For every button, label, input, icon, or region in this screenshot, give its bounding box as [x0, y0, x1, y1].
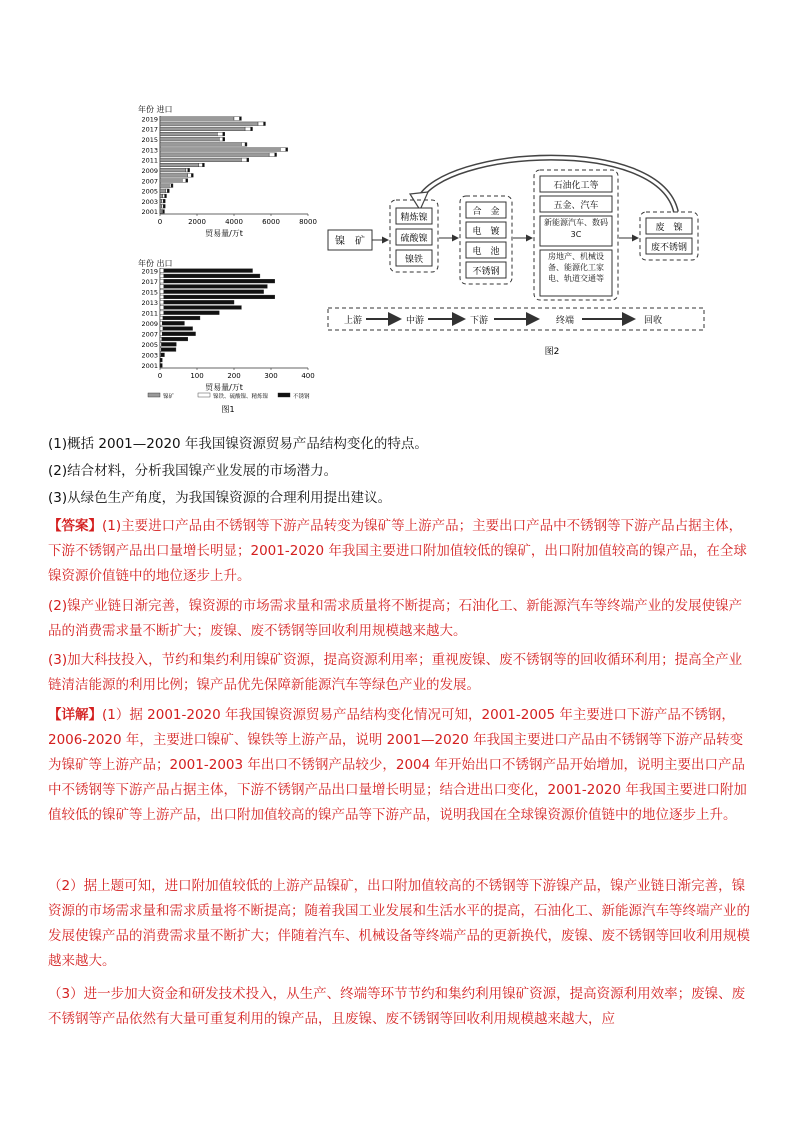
chart-2-bar-2016-3	[164, 285, 268, 289]
chart-2-bar-2015-2	[160, 290, 164, 294]
chart-1-bar-2008-2	[188, 174, 192, 178]
chart-2-bar-2013-2	[160, 300, 164, 304]
chart-1-bar-2010-2	[199, 163, 203, 167]
svg-text:石油化工等: 石油化工等	[553, 181, 599, 191]
chart-1-bar-2018-3	[264, 122, 266, 126]
chart-1-ytick-2019: 2019	[141, 115, 158, 124]
chart-2-bar-2006-2	[160, 337, 162, 341]
chart-1-ytick-2005: 2005	[141, 187, 158, 196]
chart-2-bar-2011-2	[160, 311, 164, 315]
chart-1-bar-2017-2	[245, 127, 251, 131]
chart-legend-label-1: 镍矿	[163, 394, 175, 400]
svg-text:合 金: 合 金	[472, 207, 500, 217]
detail-tag: 【详解】	[48, 707, 102, 723]
chart-2-xtick-400: 400	[301, 372, 315, 380]
chart-1-bar-2009-1	[160, 168, 186, 172]
chart-2-ytick-2003: 2003	[141, 351, 158, 360]
svg-text:电 池: 电 池	[472, 247, 500, 257]
chart-1-bar-2002-2	[162, 204, 163, 208]
figure-2-caption: 图2	[544, 347, 560, 357]
chart-2-bar-2011-3	[164, 311, 220, 315]
svg-text:电 镀: 电 镀	[472, 227, 500, 237]
chart-1-bar-2010-3	[203, 163, 205, 167]
question-3: (3)从绿色生产角度，为我国镍资源的合理利用提出建议。	[48, 490, 392, 506]
chart-1-bar-2004-3	[165, 194, 167, 198]
svg-text:硫酸镍: 硫酸镍	[400, 234, 428, 244]
chart-2-ytick-2015: 2015	[141, 288, 158, 297]
chart-1-xtick-6000: 6000	[262, 218, 280, 226]
chart-1-bar-2017-3	[251, 127, 253, 131]
chart-2-bar-2017-3	[164, 279, 275, 283]
chart-2-bar-2017-2	[160, 279, 164, 283]
detail-2: （2）据上题可知，进口附加值较低的上游产品镍矿，出口附加值较高的不锈钢等下游镍产品，镍产业链日渐完善，镍资源的市场需求量和需求质量将不断提高；随着我国工业发展和生活水平的提高，石油化工、新能源汽车等终端产业的发展使镍产品的消费需求量不断扩大；伴随着汽车、机械设备等终端产品的更新换代，废镍、废不锈钢等回收利用规模越来越大。	[48, 878, 750, 969]
figure-1-caption: 图1	[221, 405, 235, 414]
chart-2-bar-2005-3	[161, 342, 176, 346]
chart-legend-label-3: 不锈钢	[293, 394, 310, 400]
chart-1-bar-2016-2	[217, 132, 223, 136]
chart-1-bar-2019-1	[160, 117, 234, 121]
ore-node	[328, 230, 372, 250]
chart-2-ytick-2005: 2005	[141, 341, 158, 350]
chart-1-bar-2007-1	[160, 179, 182, 183]
chart-2-ytick-2007: 2007	[141, 330, 158, 339]
chart-1-bar-2003-1	[160, 199, 162, 203]
chart-1-xtick-0: 0	[157, 218, 163, 226]
chart-2-ytick-2013: 2013	[141, 299, 158, 308]
chart-legend-swatch-2	[198, 393, 210, 397]
chart-1-xtick-2000: 2000	[188, 218, 206, 226]
chart-2-bar-2004-3	[161, 348, 176, 352]
chart-2-bar-2018-3	[164, 274, 260, 278]
question-1: (1)概括 2001—2020 年我国镍资源贸易产品结构变化的特点。	[48, 436, 428, 452]
chart-2-bar-2010-2	[160, 316, 163, 320]
answer-2: (2)镍产业链日渐完善，镍资源的市场需求量和需求质量将不断提高；石油化工、新能源汽车等终端产业的发展使镍产品的消费需求量不断扩大；废镍、废不锈钢等回收利用规模越来越大。	[48, 598, 743, 639]
chart-2-xtick-100: 100	[190, 372, 204, 380]
chain-stages	[344, 314, 662, 326]
chart-1-bar-2012-1	[160, 153, 269, 157]
chart-2-bar-2008-3	[163, 327, 193, 331]
svg-text:上游: 上游	[344, 316, 363, 326]
chart-1-bar-2016-3	[223, 132, 225, 136]
chart-1-bar-2019-3	[240, 117, 242, 121]
chart-2-bar-2001-3	[160, 364, 162, 368]
chart-1-bar-2003-3	[163, 199, 165, 203]
chart-1-bar-2003-2	[162, 199, 163, 203]
upstream-products	[396, 208, 432, 266]
chart-1-bar-2019-2	[234, 117, 240, 121]
midstream-products	[466, 202, 506, 278]
chart-2-bar-2018-2	[160, 274, 164, 278]
chart-1-x-axis-label: 贸易量/万t	[205, 229, 243, 238]
chart-1-bar-2006-3	[171, 184, 173, 188]
chart-1-bar-2011-1	[160, 158, 241, 162]
chart-1-bar-2015-2	[219, 137, 223, 141]
terminal-industries: 石油化工等 五金、汽车 新能源汽车、数码3C 房地产、机械设备、能源化工家电、轨道交通等	[540, 176, 612, 296]
chart-1-bar-2015-3	[223, 137, 225, 141]
chart-2-bar-2005-2	[160, 342, 161, 346]
chart-1-bar-2005-2	[166, 189, 168, 193]
chart-2-ytick-2001: 2001	[141, 362, 158, 371]
chart-1-bar-2018-2	[258, 122, 264, 126]
svg-text:五金、汽车: 五金、汽车	[553, 201, 599, 211]
chart-1-bar-2013-3	[286, 148, 288, 152]
chart-2-ytick-2019: 2019	[141, 267, 158, 276]
chart-1-bar-2012-3	[275, 153, 277, 157]
svg-text:废 镍: 废 镍	[655, 223, 683, 233]
chart-1-ytick-2009: 2009	[141, 166, 158, 175]
svg-text:精炼镍: 精炼镍	[400, 213, 428, 223]
chart-1-ytick-2007: 2007	[141, 177, 158, 186]
chart-1-bar-2011-2	[241, 158, 247, 162]
chart-2-bar-2008-2	[160, 327, 163, 331]
chart-1-ytick-2001: 2001	[141, 208, 158, 217]
svg-text:不锈钢: 不锈钢	[472, 267, 500, 277]
recycle-products	[646, 218, 692, 254]
chart-1-bar-2001-1	[160, 210, 161, 214]
chart-2-xtick-300: 300	[264, 372, 278, 380]
answer-3: (3)加大科技投入，节约和集约利用镍矿资源，提高资源利用率；重视废镍、废不锈钢等的回收循环利用；提高全产业链清洁能源的利用比例；镍产品优先保障新能源汽车等绿色产业的发展。	[48, 652, 743, 693]
chart-2-bar-2014-2	[160, 295, 164, 299]
chart-2-bar-2006-3	[162, 337, 188, 341]
chart-1-xtick-4000: 4000	[225, 218, 243, 226]
chart-2-bar-2013-3	[164, 300, 234, 304]
chart-2-bar-2019-3	[164, 269, 253, 273]
chart-1-bar-2007-3	[186, 179, 188, 183]
chart-legend-swatch-3	[278, 393, 290, 397]
svg-text:回收: 回收	[644, 316, 663, 326]
chart-1-ytick-2003: 2003	[141, 197, 158, 206]
chart-1-bar-2005-3	[167, 189, 169, 193]
detail-3: （3）进一步加大资金和研发技术投入，从生产、终端等环节节约和集约利用镍矿资源，提高资源利用效率；废镍、废不锈钢等产品依然有大量可重复利用的镍产品，且废镍、废不锈钢等回收利用规模越来越大，应	[48, 986, 746, 1027]
detail-1: 【详解】(1）据 2001-2020 年我国镍资源贸易产品结构变化情况可知，2001-2005 年主要进口下游产品不锈钢，2006-2020 年，主要进口镍矿、镍铁等上游产品，说明 2001—2020 年我国主要进口产品由不锈钢等下游产品转变为镍矿等上游产品；2001-2003 年出口不锈钢产品较少，2004 年开始出口不锈钢产品开始增加，说明主要出口产品中不锈钢等下游产品占据主体，下游不锈钢产品出口量增长明显；结合进出口变化，2001-2020 年我国主要进口附加值较低的镍矿等上游产品，出口附加值较高的镍产品等下游产品，说明我国在全球镍资源价值链中的地位逐步上升。	[48, 707, 747, 823]
chart-1-bar-2017-1	[160, 127, 245, 131]
chart-1-bar-2002-3	[163, 204, 165, 208]
chart-1-bar-2013-2	[280, 148, 286, 152]
chart-2-panel-title: 年份 出口	[138, 259, 173, 268]
svg-text:终端: 终端	[556, 316, 575, 326]
question-2: (2)结合材料，分析我国镍产业发展的市场潜力。	[48, 463, 338, 479]
chart-1-bar-2009-2	[186, 168, 188, 172]
chart-1-bar-2004-1	[160, 194, 163, 198]
chart-2-ytick-2009: 2009	[141, 320, 158, 329]
chart-1-bar-2014-3	[245, 143, 247, 147]
chart-2-bar-2014-3	[164, 295, 275, 299]
chart-1-bar-2015-1	[160, 137, 219, 141]
figure-2-industry-chain-diagram	[324, 150, 714, 370]
chart-2-bar-2007-3	[162, 332, 195, 336]
chart-1-bar-2018-1	[160, 122, 258, 126]
chart-legend-swatch-1	[148, 393, 160, 397]
chart-1-bar-2008-3	[191, 174, 193, 178]
chart-1-panel-title: 年份 进口	[138, 105, 173, 114]
chart-1-bar-2005-1	[160, 189, 166, 193]
chart-1-ytick-2017: 2017	[141, 125, 158, 134]
answer-1: 【答案】(1)主要进口产品由不锈钢等下游产品转变为镍矿等上游产品；主要出口产品中不锈钢等下游产品占据主体，下游不锈钢产品出口量增长明显；2001-2020 年我国主要进口附加值较低的镍矿，出口附加值较高的镍产品，在全球镍资源价值链中的地位逐步上升。	[48, 518, 747, 584]
chart-2-xtick-200: 200	[227, 372, 241, 380]
chart-1-bar-2006-1	[160, 184, 169, 188]
chart-1-bar-2009-3	[188, 168, 190, 172]
chart-2-bar-2003-3	[161, 353, 165, 357]
chart-1-ytick-2015: 2015	[141, 136, 158, 144]
chart-1-bar-2007-2	[182, 179, 186, 183]
chart-1-bar-2012-2	[269, 153, 275, 157]
chart-2-xtick-0: 0	[157, 372, 163, 380]
figure-1-trade-charts	[118, 96, 328, 426]
chart-2-bar-2007-2	[160, 332, 162, 336]
chart-2-bar-2016-2	[160, 285, 164, 289]
chart-1-xtick-8000: 8000	[299, 218, 317, 226]
chart-1-bar-2016-1	[160, 132, 217, 136]
svg-text:中游: 中游	[406, 316, 425, 326]
chart-1-bar-2014-1	[160, 143, 241, 147]
svg-text:废不锈钢: 废不锈钢	[650, 243, 688, 253]
chart-legend-label-2: 镍铁、硫酸镍、精炼镍	[213, 394, 269, 400]
chart-2-bar-2009-2	[160, 321, 162, 325]
svg-text:镍铁: 镍铁	[404, 255, 424, 265]
svg-text:下游: 下游	[470, 316, 489, 326]
chart-2-bar-2012-3	[164, 306, 242, 310]
chart-2-bar-2009-3	[162, 321, 184, 325]
chart-1-bar-2011-3	[247, 158, 249, 162]
chart-2-bar-2010-3	[163, 316, 200, 320]
chart-2-bar-2002-3	[160, 358, 162, 362]
chart-2-bar-2019-2	[160, 269, 164, 273]
chart-1-ytick-2011: 2011	[141, 156, 158, 165]
chart-2-ytick-2011: 2011	[141, 309, 158, 318]
chart-1-bar-2013-1	[160, 148, 280, 152]
svg-text:镍 矿: 镍 矿	[335, 236, 365, 247]
answer-tag: 【答案】	[48, 518, 102, 534]
chart-2-bar-2015-3	[164, 290, 264, 294]
chart-1-bar-2006-2	[169, 184, 171, 188]
chart-2-bar-2012-2	[160, 306, 164, 310]
chart-2-ytick-2017: 2017	[141, 277, 158, 286]
chart-1-bar-2004-2	[163, 194, 165, 198]
chart-1-bar-2008-1	[160, 174, 188, 178]
chart-2-x-axis-label: 贸易量/万t	[205, 383, 243, 392]
chart-1-bar-2010-1	[160, 163, 199, 167]
chart-1-bar-2002-1	[160, 204, 162, 208]
chart-1-ytick-2013: 2013	[141, 146, 158, 155]
chart-1-bar-2001-3	[163, 210, 165, 214]
chart-1-bar-2014-2	[241, 143, 245, 147]
